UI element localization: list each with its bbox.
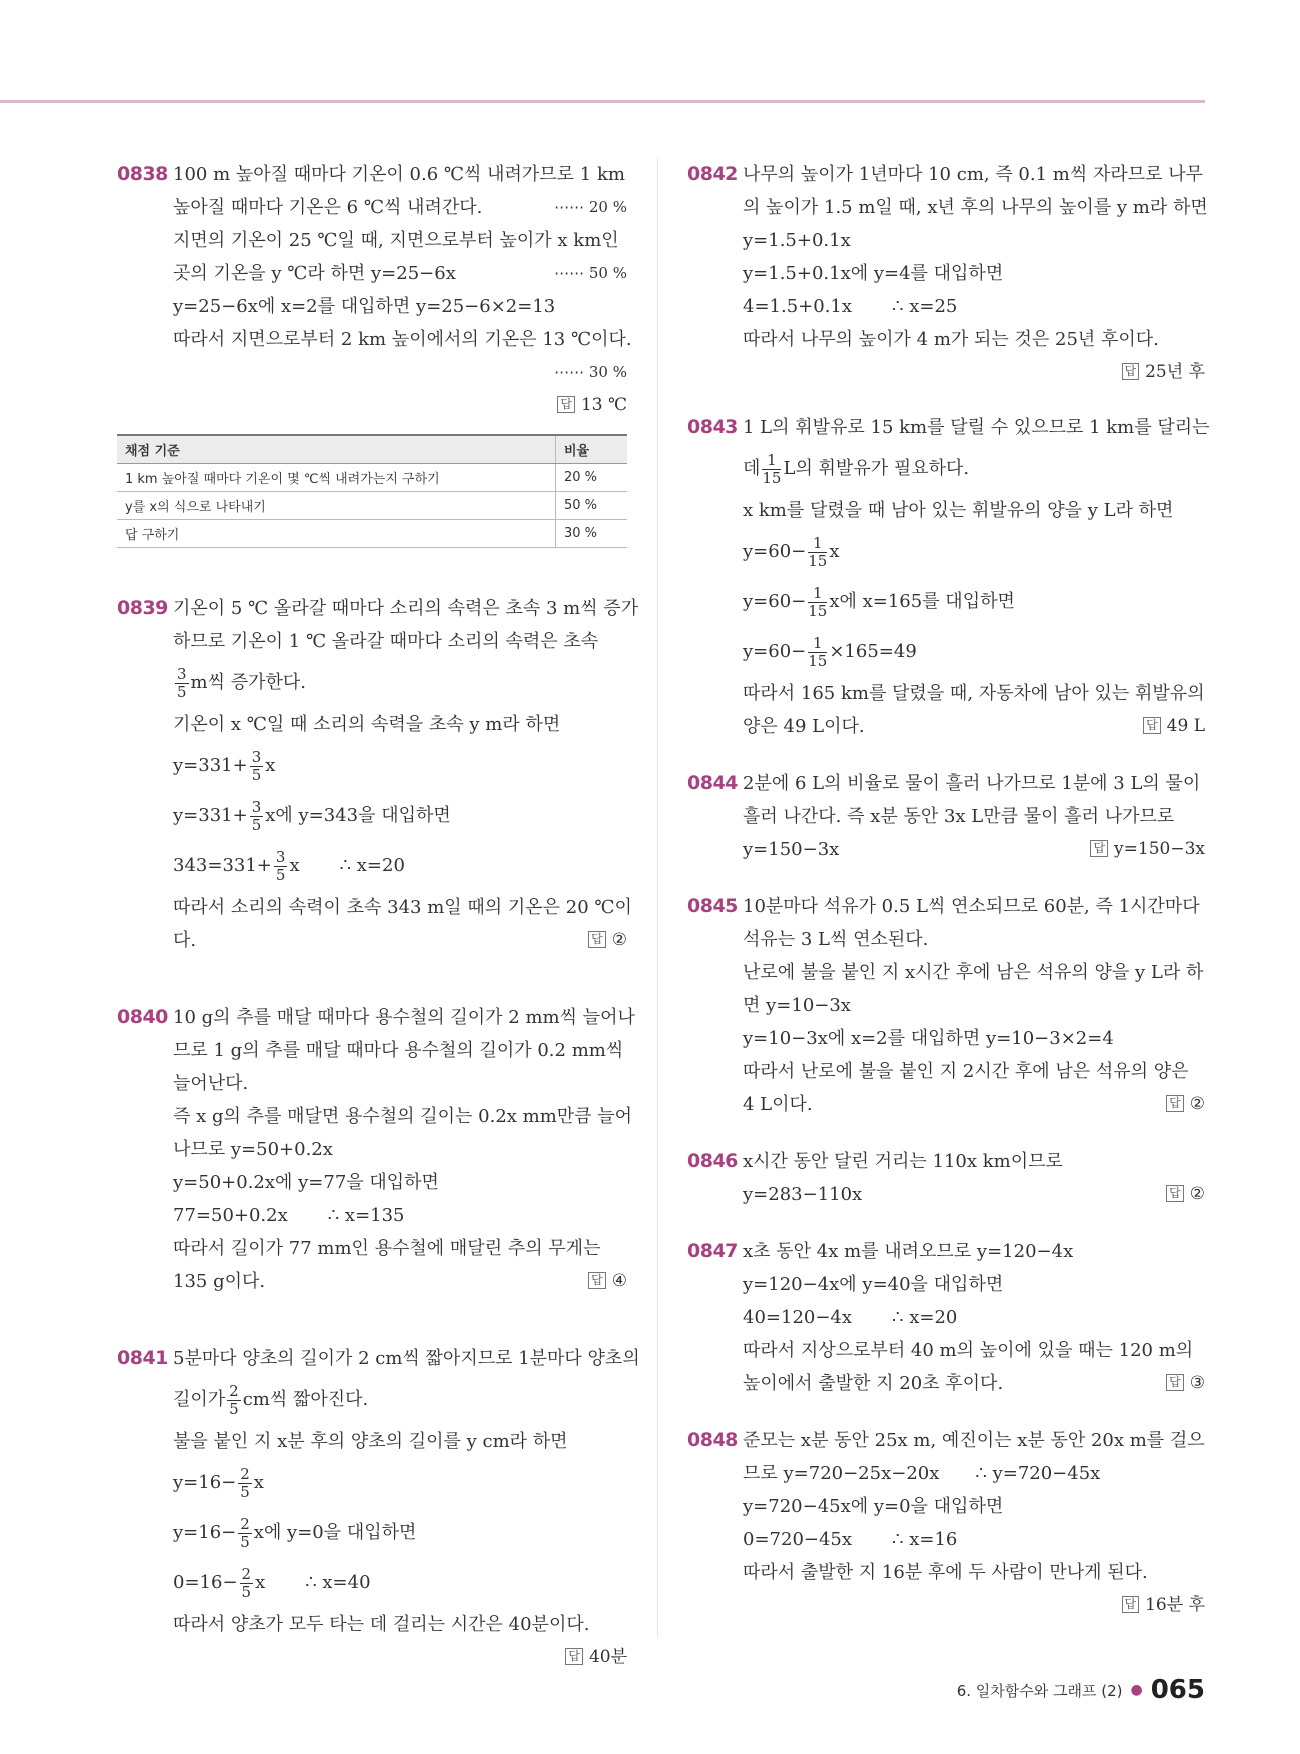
- grading-table: [117, 434, 627, 548]
- fraction: $\frac{2}{5}$: [240, 1514, 250, 1551]
- answer: 답 16분 후: [743, 1589, 1205, 1622]
- solution-line: 지면의 기온이 25 ℃일 때, 지면으로부터 높이가 x km인: [173, 230, 619, 251]
- answer-tag: 답: [1122, 1596, 1140, 1613]
- solution-line: 10분마다 석유가 0.5 L씩 연소되므로 60분, 즉 1시간마다: [743, 896, 1200, 917]
- solution-line: x km를 달렸을 때 남아 있는 휘발유의 양을 y L라 하면: [743, 500, 1174, 521]
- problem-number: 0838: [117, 163, 168, 185]
- solution-line: 4=1.5+0.1x ∴ x=25: [743, 296, 958, 317]
- problem-number: 0846: [687, 1150, 738, 1172]
- fraction: $\frac{3}{5}$: [251, 797, 262, 834]
- fraction: $\frac{1}{15}$: [808, 583, 828, 620]
- table-row: y를 x의 식으로 나타내기 50 %: [117, 492, 627, 520]
- answer-tag: 답: [588, 931, 606, 948]
- chapter-title: 6. 일차함수와 그래프 (2): [956, 1681, 1123, 1700]
- solution-line: 135 g이다. 답 ④: [173, 1265, 627, 1298]
- answer: 답 ②: [1166, 1088, 1205, 1121]
- answer: 답 13 ℃: [173, 389, 627, 422]
- solution-line: 므로 1 g의 추를 매달 때마다 용수철의 길이가 0.2 mm씩: [173, 1040, 624, 1061]
- solution-line: 따라서 지면으로부터 2 km 높이에서의 기온은 13 ℃이다.: [173, 329, 632, 350]
- problem-0848: [687, 1424, 1205, 1622]
- solution-line: 기온이 x ℃일 때 소리의 속력을 초속 y m라 하면: [173, 714, 561, 735]
- answer-tag: 답: [1122, 363, 1140, 380]
- answer-tag: 답: [1090, 840, 1108, 857]
- solution-line: y=16− $\frac{2}{5}$ x에 y=0을 대입하면: [173, 1514, 417, 1551]
- solution-line: 의 높이가 1.5 m일 때, x년 후의 나무의 높이를 y m라 하면: [743, 197, 1208, 218]
- page-footer: [957, 1675, 1205, 1705]
- answer: 답 40분: [173, 1641, 627, 1674]
- solution-line: y=150−3x 답 y=150−3x: [743, 833, 1205, 866]
- problem-0842: [687, 158, 1208, 389]
- solution-line: 데 $\frac{1}{15}$ L의 휘발유가 필요하다.: [743, 450, 970, 487]
- solution-line: 따라서 지상으로부터 40 m의 높이에 있을 때는 120 m의: [743, 1340, 1194, 1361]
- solution-line: 준모는 x분 동안 25x m, 예진이는 x분 동안 20x m를 걸으: [743, 1430, 1205, 1451]
- problem-0846: [687, 1145, 1205, 1211]
- solution-line: y=331+ $\frac{3}{5}$ x: [173, 747, 276, 784]
- problem-0844: [687, 767, 1205, 866]
- solution-line: y=60− $\frac{1}{15}$ x: [743, 533, 840, 570]
- solution-line: 따라서 길이가 77 mm인 용수철에 매달린 추의 무게는: [173, 1238, 601, 1259]
- problem-number: 0840: [117, 1006, 168, 1028]
- column-divider: [657, 158, 658, 1638]
- answer: 답 ②: [588, 924, 627, 957]
- solution-line: y=331+ $\frac{3}{5}$ x에 y=343을 대입하면: [173, 797, 451, 834]
- answer-tag: 답: [1166, 1095, 1184, 1112]
- solution-line: 하므로 기온이 1 ℃ 올라갈 때마다 소리의 속력은 초속: [173, 631, 599, 652]
- solution-line: y=1.5+0.1x에 y=4를 대입하면: [743, 263, 1004, 284]
- solution-line: y=25−6x에 x=2를 대입하면 y=25−6×2=13: [173, 296, 556, 317]
- grading-header: 비율: [556, 435, 628, 464]
- solution-line: 기온이 5 ℃ 올라갈 때마다 소리의 속력은 초속 3 m씩 증가: [173, 598, 639, 619]
- solution-line: 0=720−45x ∴ x=16: [743, 1529, 958, 1550]
- solution-line: y=1.5+0.1x: [743, 230, 851, 251]
- solution-line: y=16− $\frac{2}{5}$ x: [173, 1464, 264, 1501]
- problem-0841: [117, 1342, 640, 1674]
- fraction: $\frac{2}{5}$: [240, 1464, 250, 1501]
- answer-tag: 답: [1143, 717, 1161, 734]
- page-number: 065: [1150, 1675, 1205, 1705]
- problem-number: 0841: [117, 1347, 168, 1369]
- solution-line: 나무의 높이가 1년마다 10 cm, 즉 0.1 m씩 자라므로 나무: [743, 164, 1204, 185]
- answer-tag: 답: [557, 396, 575, 413]
- solution-line: 따라서 소리의 속력이 초속 343 m일 때의 기온은 20 ℃이: [173, 897, 632, 918]
- solution-line: y=283−110x 답 ②: [743, 1178, 1205, 1211]
- answer-tag: 답: [588, 1272, 606, 1289]
- fraction: $\frac{3}{5}$: [177, 664, 187, 701]
- solution-line: 면 y=10−3x: [743, 995, 851, 1016]
- solution-line: 1 L의 휘발유로 15 km를 달릴 수 있으므로 1 km를 달리는: [743, 417, 1210, 438]
- fraction: $\frac{3}{5}$: [251, 747, 262, 784]
- solution-line: 77=50+0.2x ∴ x=135: [173, 1205, 405, 1226]
- solution-line: 늘어난다.: [173, 1073, 249, 1094]
- grading-header: 채점 기준: [117, 435, 556, 464]
- answer: 답 ③: [1166, 1367, 1205, 1400]
- solution-line: 5분마다 양초의 길이가 2 cm씩 짧아지므로 1분마다 양초의: [173, 1348, 640, 1369]
- solution-line: x시간 동안 달린 거리는 110x km이므로: [743, 1151, 1063, 1172]
- problem-number: 0847: [687, 1240, 738, 1262]
- solution-line: 곳의 기온을 y ℃라 하면 y=25−6x ⋯⋯ 50 %: [173, 263, 627, 284]
- solution-line: 따라서 난로에 불을 붙인 지 2시간 후에 남은 석유의 양은: [743, 1061, 1189, 1082]
- solution-line: 석유는 3 L씩 연소된다.: [743, 929, 929, 950]
- answer: 답 49 L: [1143, 710, 1205, 743]
- problem-number: 0848: [687, 1429, 738, 1451]
- solution-line: 난로에 불을 붙인 지 x시간 후에 남은 석유의 양을 y L라 하: [743, 962, 1204, 983]
- solution-line: y=720−45x에 y=0을 대입하면: [743, 1496, 1004, 1517]
- solution-line: 2분에 6 L의 비율로 물이 흘러 나가므로 1분에 3 L의 물이: [743, 773, 1201, 794]
- fraction: $\frac{3}{5}$: [275, 847, 286, 884]
- problem-number: 0843: [687, 416, 738, 438]
- solution-line: 양은 49 L이다. 답 49 L: [743, 710, 1205, 743]
- answer: 답 y=150−3x: [1090, 833, 1205, 866]
- solution-line: 343=331+ $\frac{3}{5}$ x ∴ x=20: [173, 847, 405, 884]
- solution-line: $\frac{3}{5}$ m씩 증가한다.: [177, 664, 306, 701]
- solution-line: x초 동안 4x m를 내려오므로 y=120−4x: [743, 1241, 1074, 1262]
- solution-line: 따라서 출발한 지 16분 후에 두 사람이 만나게 된다.: [743, 1562, 1148, 1583]
- solution-line: 높이에서 출발한 지 20초 후이다. 답 ③: [743, 1367, 1205, 1400]
- problem-number: 0842: [687, 163, 738, 185]
- solution-line: 즉 x g의 추를 매달면 용수철의 길이는 0.2x mm만큼 늘어: [173, 1106, 633, 1127]
- bullet-icon: ●: [1130, 1682, 1143, 1698]
- solution-line: 40=120−4x ∴ x=20: [743, 1307, 958, 1328]
- solution-line: 나므로 y=50+0.2x: [173, 1139, 333, 1160]
- answer: 답 ④: [588, 1265, 627, 1298]
- solution-line: 0=16− $\frac{2}{5}$ x ∴ x=40: [173, 1564, 371, 1601]
- solution-line: 4 L이다. 답 ②: [743, 1088, 1205, 1121]
- solution-line: 불을 붙인 지 x분 후의 양초의 길이를 y cm라 하면: [173, 1431, 568, 1452]
- solution-line: 따라서 양초가 모두 타는 데 걸리는 시간은 40분이다.: [173, 1614, 590, 1635]
- answer: 답 ②: [1166, 1178, 1205, 1211]
- solution-line: y=60− $\frac{1}{15}$ x에 x=165를 대입하면: [743, 583, 1015, 620]
- table-row: 1 km 높아질 때마다 기온이 몇 ℃씩 내려가는지 구하기 20 %: [117, 464, 627, 492]
- top-rule: [0, 100, 1205, 103]
- fraction: $\frac{1}{15}$: [808, 633, 828, 670]
- fraction: $\frac{2}{5}$: [241, 1564, 252, 1601]
- problem-0843: [687, 411, 1210, 743]
- solution-line: 따라서 나무의 높이가 4 m가 되는 것은 25년 후이다.: [743, 329, 1159, 350]
- answer-tag: 답: [1166, 1185, 1184, 1202]
- problem-0845: [687, 890, 1205, 1121]
- problem-0847: [687, 1235, 1205, 1400]
- solution-line: 길이가 $\frac{2}{5}$ cm씩 짧아진다.: [173, 1381, 369, 1418]
- solution-line: y=120−4x에 y=40을 대입하면: [743, 1274, 1004, 1295]
- right-column: [687, 158, 1210, 1622]
- solution-line: 다. 답 ②: [173, 924, 627, 957]
- solution-line: 높아질 때마다 기온은 6 ℃씩 내려간다. ⋯⋯ 20 %: [173, 197, 627, 218]
- problem-number: 0839: [117, 597, 168, 619]
- answer-tag: 답: [565, 1648, 583, 1665]
- problem-number: 0845: [687, 895, 738, 917]
- fraction: $\frac{1}{15}$: [762, 450, 782, 487]
- fraction: $\frac{1}{15}$: [808, 533, 828, 570]
- table-row: 답 구하기 30 %: [117, 520, 627, 548]
- solution-line: 흘러 나간다. 즉 x분 동안 3x L만큼 물이 흘러 나가므로: [743, 806, 1175, 827]
- solution-line: 100 m 높아질 때마다 기온이 0.6 ℃씩 내려가므로 1 km: [173, 164, 625, 185]
- solution-line: y=60− $\frac{1}{15}$ ×165=49: [743, 633, 917, 670]
- left-column: [117, 158, 640, 1674]
- problem-0840: [117, 1001, 635, 1298]
- fraction: $\frac{2}{5}$: [229, 1381, 239, 1418]
- problem-0839: [117, 592, 639, 957]
- problem-number: 0844: [687, 772, 738, 794]
- score-percent: ⋯⋯ 30 %: [554, 363, 627, 381]
- solution-line: 므로 y=720−25x−20x ∴ y=720−45x: [743, 1463, 1101, 1484]
- answer: 답 25년 후: [743, 356, 1205, 389]
- solution-line: 따라서 165 km를 달렸을 때, 자동차에 남아 있는 휘발유의: [743, 683, 1205, 704]
- solution-line: y=50+0.2x에 y=77을 대입하면: [173, 1172, 439, 1193]
- solution-line: 10 g의 추를 매달 때마다 용수철의 길이가 2 mm씩 늘어나: [173, 1007, 635, 1028]
- solution-line: y=10−3x에 x=2를 대입하면 y=10−3×2=4: [743, 1028, 1114, 1049]
- problem-0838: [117, 158, 632, 422]
- answer-tag: 답: [1166, 1374, 1184, 1391]
